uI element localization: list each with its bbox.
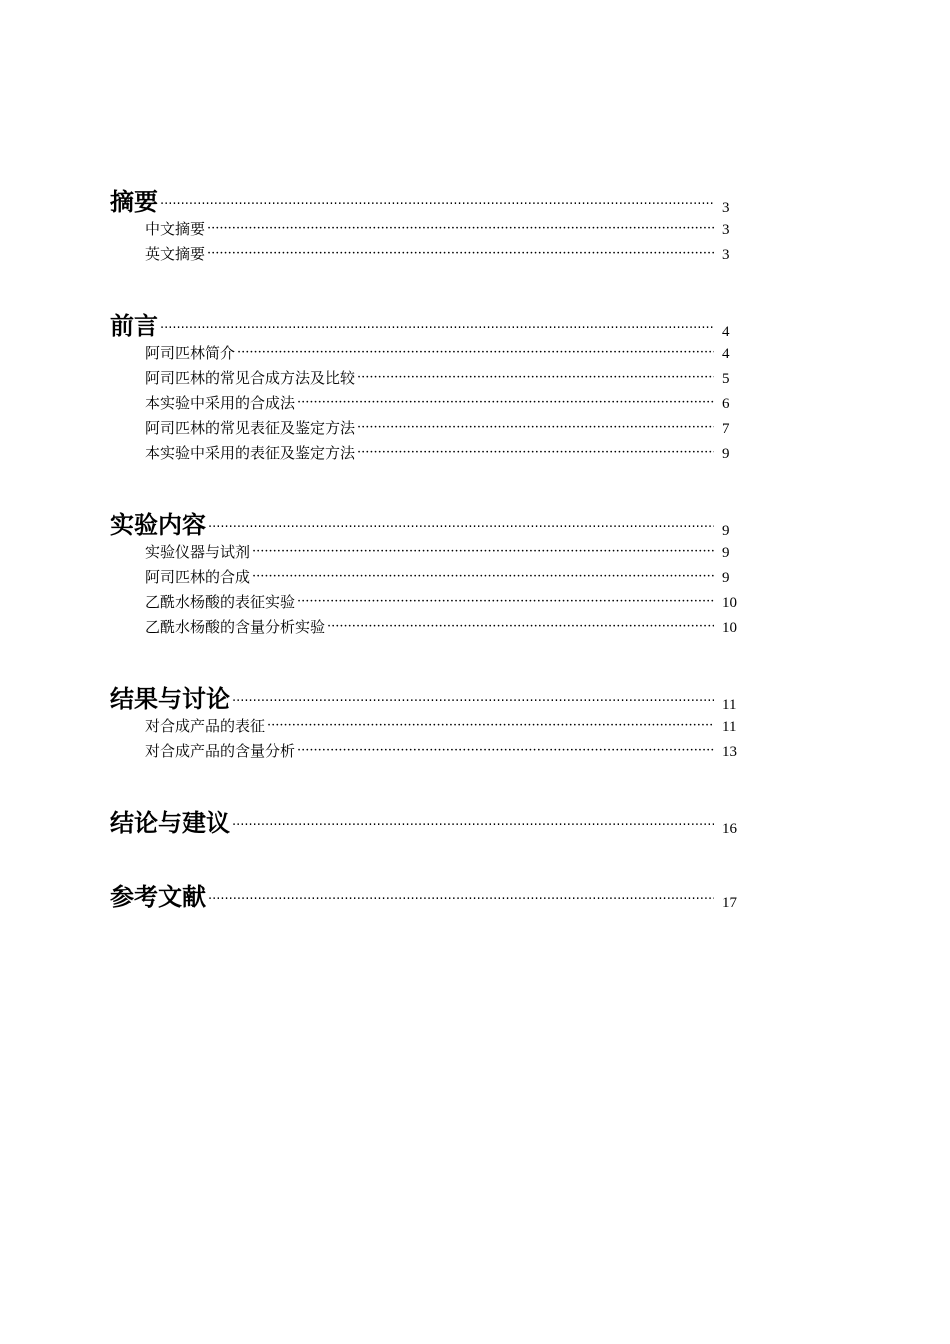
toc-item-label: 对合成产品的表征 (145, 717, 266, 735)
toc-section-preface (110, 306, 750, 467)
toc-page-number: 3 (722, 247, 730, 263)
toc-item-label: 实验仪器与试剂 (145, 543, 251, 561)
toc-item (110, 715, 750, 740)
dot-leader (160, 321, 714, 336)
dot-leader (237, 345, 714, 360)
toc-item (110, 218, 750, 243)
dot-leader (267, 718, 714, 733)
dot-leader (232, 694, 714, 709)
toc-page-number: 17 (722, 895, 737, 911)
toc-page-number: 9 (722, 523, 730, 539)
toc-heading (110, 505, 750, 541)
toc-section-abstract (110, 182, 750, 268)
toc-heading-label: 实验内容 (110, 511, 206, 539)
toc-heading-label: 参考文献 (110, 883, 206, 911)
toc-item-label: 阿司匹林的合成 (145, 568, 251, 586)
toc-page-number: 6 (722, 396, 730, 412)
toc-section-results (110, 679, 750, 765)
toc-heading-label: 结论与建议 (110, 809, 230, 837)
toc-item (110, 442, 750, 467)
toc-heading (110, 877, 750, 913)
toc-heading (110, 182, 750, 218)
toc-section-conclusion (110, 803, 750, 839)
toc-item (110, 591, 750, 616)
toc-item-label: 本实验中采用的合成法 (145, 394, 296, 412)
toc-item (110, 243, 750, 268)
dot-leader (208, 520, 714, 535)
toc-page-number: 3 (722, 200, 730, 216)
toc-page-number: 5 (722, 371, 730, 387)
toc-page-number: 9 (722, 545, 730, 561)
dot-leader (357, 420, 714, 435)
toc-item (110, 367, 750, 392)
toc-heading (110, 679, 750, 715)
toc-page-number: 9 (722, 570, 730, 586)
toc-item (110, 392, 750, 417)
toc-item (110, 616, 750, 641)
dot-leader (297, 395, 714, 410)
dot-leader (207, 221, 714, 236)
toc-heading-label: 结果与讨论 (110, 685, 230, 713)
toc-heading (110, 803, 750, 839)
toc-heading-label: 摘要 (110, 188, 158, 216)
toc-page-number: 11 (722, 697, 737, 713)
toc-item-label: 本实验中采用的表征及鉴定方法 (145, 444, 356, 462)
toc-item (110, 566, 750, 591)
toc-section-experiment (110, 505, 750, 641)
dot-leader (297, 743, 714, 758)
toc-page-number: 7 (722, 421, 730, 437)
toc-page-number: 9 (722, 446, 730, 462)
dot-leader (357, 370, 714, 385)
toc-item-label: 阿司匹林简介 (145, 344, 236, 362)
dot-leader (207, 246, 714, 261)
toc-item-label: 乙酰水杨酸的表征实验 (145, 593, 296, 611)
toc-item (110, 417, 750, 442)
dot-leader (297, 594, 714, 609)
toc-page-number: 11 (722, 719, 737, 735)
dot-leader (208, 892, 714, 907)
dot-leader (252, 544, 714, 559)
dot-leader (327, 619, 714, 634)
toc-section-references (110, 877, 750, 913)
dot-leader (357, 445, 714, 460)
toc-item-label: 阿司匹林的常见表征及鉴定方法 (145, 419, 356, 437)
toc-page-number: 13 (722, 744, 737, 760)
toc-page-number: 16 (722, 821, 737, 837)
toc-item-label: 对合成产品的含量分析 (145, 742, 296, 760)
toc-page-number: 4 (722, 324, 730, 340)
toc-item-label: 乙酰水杨酸的含量分析实验 (145, 618, 326, 636)
table-of-contents (110, 182, 750, 951)
toc-heading-label: 前言 (110, 312, 158, 340)
toc-page-number: 4 (722, 346, 730, 362)
toc-page-number: 10 (722, 620, 737, 636)
dot-leader (160, 197, 714, 212)
dot-leader (252, 569, 714, 584)
toc-item (110, 541, 750, 566)
dot-leader (232, 818, 714, 833)
toc-item-label: 英文摘要 (145, 245, 206, 263)
toc-heading (110, 306, 750, 342)
toc-page-number: 10 (722, 595, 737, 611)
toc-page-number: 3 (722, 222, 730, 238)
toc-item-label: 中文摘要 (145, 220, 206, 238)
toc-item (110, 342, 750, 367)
toc-item-label: 阿司匹林的常见合成方法及比较 (145, 369, 356, 387)
toc-item (110, 740, 750, 765)
